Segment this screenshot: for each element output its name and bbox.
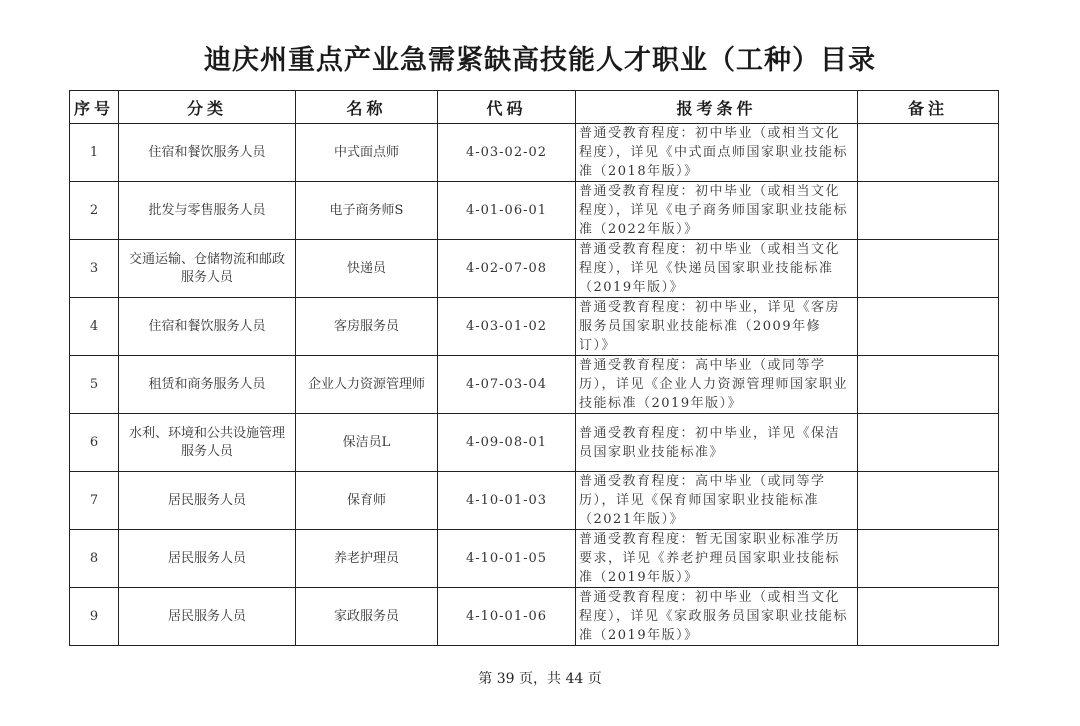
row-code: 4-03-02-02: [438, 124, 576, 182]
row-remarks: [858, 298, 999, 356]
row-code: 4-10-01-03: [438, 472, 576, 530]
row-code: 4-10-01-06: [438, 588, 576, 646]
row-category: 租赁和商务服务人员: [119, 356, 296, 414]
header-index: 序号: [70, 91, 119, 124]
table-row: [70, 530, 999, 588]
header-conditions: 报考条件: [576, 91, 858, 124]
header-remarks: 备注: [858, 91, 999, 124]
page-title: 迪庆州重点产业急需紧缺高技能人才职业（工种）目录: [204, 45, 876, 76]
occupation-catalog-table: [69, 90, 999, 646]
row-index: 7: [70, 472, 119, 530]
table-row: [70, 124, 999, 182]
row-conditions: 普通受教育程度：暂无国家职业标准学历要求，详见《养老护理员国家职业技能标准（2019年版）》: [576, 530, 858, 588]
row-remarks: [858, 414, 999, 472]
table-row: [70, 298, 999, 356]
row-name: 家政服务员: [296, 588, 438, 646]
table-row: [70, 356, 999, 414]
header-category: 分类: [119, 91, 296, 124]
row-index: 6: [70, 414, 119, 472]
row-index: 2: [70, 182, 119, 240]
row-name: 保洁员L: [296, 414, 438, 472]
row-index: 9: [70, 588, 119, 646]
row-conditions: 普通受教育程度：初中毕业（或相当文化程度），详见《电子商务师国家职业技能标准（2022年版）》: [576, 182, 858, 240]
row-index: 4: [70, 298, 119, 356]
row-conditions: 普通受教育程度：初中毕业（或相当文化程度），详见《快递员国家职业技能标准（2019年版）》: [576, 240, 858, 298]
table-row: [70, 414, 999, 472]
row-category: 交通运输、仓储物流和邮政服务人员: [119, 240, 296, 298]
row-index: 8: [70, 530, 119, 588]
row-index: 5: [70, 356, 119, 414]
row-name: 企业人力资源管理师: [296, 356, 438, 414]
row-conditions: 普通受教育程度：初中毕业（或相当文化程度），详见《中式面点师国家职业技能标准（2018年版）》: [576, 124, 858, 182]
row-category: 水利、环境和公共设施管理服务人员: [119, 414, 296, 472]
table-header-row: [70, 91, 999, 124]
row-category: 住宿和餐饮服务人员: [119, 124, 296, 182]
row-category: 住宿和餐饮服务人员: [119, 298, 296, 356]
row-name: 客房服务员: [296, 298, 438, 356]
row-index: 1: [70, 124, 119, 182]
row-conditions: 普通受教育程度：初中毕业，详见《客房服务员国家职业技能标准（2009年修订）》: [576, 298, 858, 356]
row-name: 中式面点师: [296, 124, 438, 182]
row-remarks: [858, 124, 999, 182]
row-conditions: 普通受教育程度：高中毕业（或同等学历），详见《保育师国家职业技能标准（2021年版）》: [576, 472, 858, 530]
row-remarks: [858, 472, 999, 530]
table-row: [70, 182, 999, 240]
row-code: 4-09-08-01: [438, 414, 576, 472]
row-category: 居民服务人员: [119, 530, 296, 588]
row-remarks: [858, 182, 999, 240]
row-code: 4-07-03-04: [438, 356, 576, 414]
row-name: 电子商务师S: [296, 182, 438, 240]
table-row: [70, 588, 999, 646]
row-remarks: [858, 240, 999, 298]
row-remarks: [858, 530, 999, 588]
row-conditions: 普通受教育程度：初中毕业（或相当文化程度），详见《家政服务员国家职业技能标准（2019年版）》: [576, 588, 858, 646]
row-name: 快递员: [296, 240, 438, 298]
row-category: 居民服务人员: [119, 472, 296, 530]
row-remarks: [858, 356, 999, 414]
header-name: 名称: [296, 91, 438, 124]
row-index: 3: [70, 240, 119, 298]
row-category: 批发与零售服务人员: [119, 182, 296, 240]
table-row: [70, 240, 999, 298]
row-conditions: 普通受教育程度：高中毕业（或同等学历），详见《企业人力资源管理师国家职业技能标准（2019年版）》: [576, 356, 858, 414]
page-number-footer: 第 39 页，共 44 页: [478, 671, 602, 687]
row-category: 居民服务人员: [119, 588, 296, 646]
header-code: 代码: [438, 91, 576, 124]
row-code: 4-03-01-02: [438, 298, 576, 356]
row-code: 4-02-07-08: [438, 240, 576, 298]
row-conditions: 普通受教育程度：初中毕业，详见《保洁员国家职业技能标准》: [576, 414, 858, 472]
table-row: [70, 472, 999, 530]
row-name: 养老护理员: [296, 530, 438, 588]
row-code: 4-10-01-05: [438, 530, 576, 588]
row-name: 保育师: [296, 472, 438, 530]
row-code: 4-01-06-01: [438, 182, 576, 240]
row-remarks: [858, 588, 999, 646]
